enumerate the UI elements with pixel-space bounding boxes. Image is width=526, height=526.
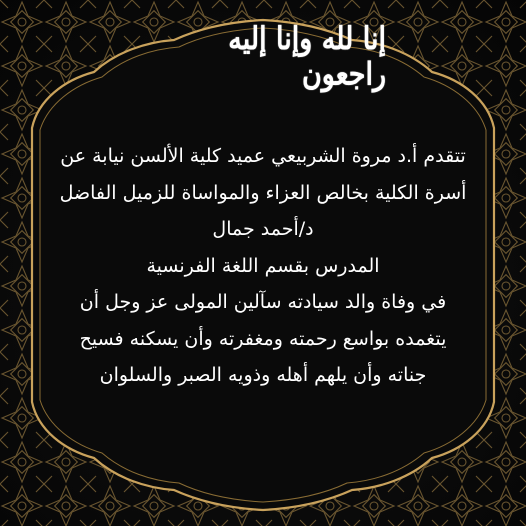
- message-line: د/أحمد جمال: [212, 218, 314, 240]
- calligraphy-text: إنا لله وإنا إليه راجعون: [228, 21, 386, 93]
- calligraphy-heading: [140, 14, 386, 100]
- message-line: أسرة الكلية بخالص العزاء والمواساة للزميل الفاضل: [59, 181, 467, 204]
- message-line: المدرس بقسم اللغة الفرنسية: [146, 254, 380, 277]
- condolence-message: [20, 138, 506, 394]
- message-line: تتقدم أ.د مروة الشربيعي عميد كلية الألسن نيابة عن: [60, 145, 466, 167]
- message-line: في وفاة والد سيادته سآلين المولى عز وجل أن: [79, 291, 447, 313]
- message-line: جناته وأن يلهم أهله وذويه الصبر والسلوان: [99, 364, 427, 386]
- message-line: يتغمده بواسع رحمته ومغفرته وأن يسكنه فسيح: [79, 327, 447, 350]
